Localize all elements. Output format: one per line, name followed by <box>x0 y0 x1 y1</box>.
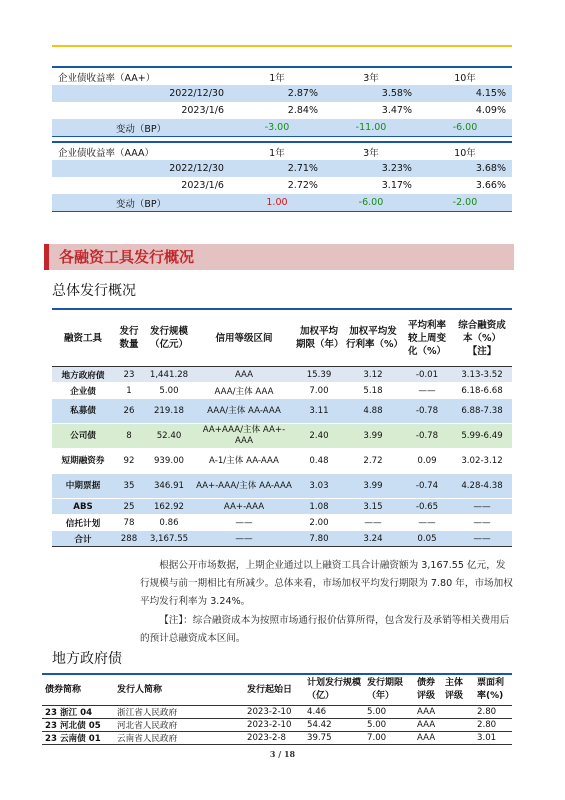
yield-value: 3.58% <box>324 85 418 102</box>
yield-value: 3.47% <box>381 105 412 116</box>
yield-table-aaa <box>52 141 512 212</box>
table-cell: 公司债 <box>52 424 114 449</box>
table-row <box>42 706 512 719</box>
table-cell: A-1/主体 AA-AAA <box>194 449 294 474</box>
table-cell: -0.74 <box>402 474 452 499</box>
yield-date: 2022/12/30 <box>52 85 230 102</box>
table-cell: 5.00 <box>364 706 414 719</box>
table-cell: AAA/主体 AA-AAA <box>194 399 294 424</box>
yield-date: 2022/12/30 <box>52 160 230 177</box>
table-row <box>52 474 512 499</box>
table-cell: 1,441.28 <box>144 367 194 383</box>
table-cell: 52.40 <box>144 424 194 449</box>
table-cell: —— <box>402 515 452 531</box>
table-cell: 219.18 <box>144 399 194 424</box>
yield-value: 3.23% <box>324 160 418 177</box>
table-cell: —— <box>452 499 512 515</box>
table-cell: 1 <box>114 383 144 399</box>
table-cell: 2023-2-8 <box>244 732 304 745</box>
table-cell: 4.28-4.38 <box>452 474 512 499</box>
yield-change-value: 1.00 <box>230 194 324 212</box>
table-cell: 23 云南债 01 <box>42 732 114 745</box>
table-cell: 2.80 <box>474 706 512 719</box>
table-cell: —— <box>402 383 452 399</box>
table-cell: ABS <box>52 499 114 515</box>
table-cell: 3,167.55 <box>144 531 194 547</box>
column-header: 加权平均期限（年） <box>294 309 344 367</box>
table-row <box>52 515 512 531</box>
table-cell: 2023-2-10 <box>244 719 304 732</box>
summary-paragraph: 根据公开市场数据，上期企业通过以上融资工具合计融资额为 3,167.55 亿元，发行规模与前一期相比有所减少。总体来看，市场加权平均发行期限为 7.80 年，市场加权平均发行利率为 3.24%。 <box>140 560 513 607</box>
table-cell: 0.05 <box>402 531 452 547</box>
bond-table <box>42 673 512 745</box>
table-cell: 3.11 <box>294 399 344 424</box>
table-cell: 3.02-3.12 <box>452 449 512 474</box>
table-cell: 0.86 <box>144 515 194 531</box>
table-cell: -0.78 <box>402 424 452 449</box>
yield-value: 3.66% <box>475 180 506 191</box>
table-cell: 7.80 <box>294 531 344 547</box>
table-cell: 939.00 <box>144 449 194 474</box>
table-cell: 信托计划 <box>52 515 114 531</box>
table-cell: 346.91 <box>144 474 194 499</box>
table-cell: 2.00 <box>294 515 344 531</box>
table-cell: 6.88-7.38 <box>452 399 512 424</box>
page-number: 3 / 18 <box>269 749 296 759</box>
table-cell: -0.65 <box>402 499 452 515</box>
table-cell: —— <box>452 515 512 531</box>
table-cell: 288 <box>114 531 144 547</box>
column-header: 发行规模（亿元） <box>144 309 194 367</box>
table-cell: 3.24 <box>344 531 402 547</box>
table-cell <box>442 719 474 732</box>
column-header: 信用等级区间 <box>194 309 294 367</box>
local-gov-title: 地方政府债 <box>52 651 122 667</box>
table-cell: 0.09 <box>402 449 452 474</box>
column-header: 发行期限（年） <box>364 674 414 706</box>
column-header: 平均利率较上周变化（%） <box>402 309 452 367</box>
yield-date: 2023/1/6 <box>181 105 224 116</box>
column-header: 计划发行规模（亿） <box>304 674 364 706</box>
table-cell: 15.39 <box>294 367 344 383</box>
column-header: 主体评级 <box>442 674 474 706</box>
yield-value: 4.09% <box>475 105 506 116</box>
yield-header-1y: 1年 <box>230 142 324 160</box>
top-rule <box>52 45 512 47</box>
table-cell: 合计 <box>52 531 114 547</box>
table-cell: 5.99-6.49 <box>452 424 512 449</box>
yield-header-3y: 3年 <box>324 67 418 85</box>
column-header: 融资工具 <box>52 309 114 367</box>
yield-change-value: -3.00 <box>230 119 324 137</box>
table-cell: AAA <box>414 719 442 732</box>
table-cell: 35 <box>114 474 144 499</box>
table-cell: AA+-AAA <box>194 499 294 515</box>
table-cell: AAA <box>414 706 442 719</box>
table-cell: 5.18 <box>344 383 402 399</box>
table-cell: 浙江省人民政府 <box>114 706 244 719</box>
table-cell: —— <box>194 515 294 531</box>
table-row <box>52 367 512 383</box>
table-cell: —— <box>452 531 512 547</box>
table-row <box>52 531 512 547</box>
table-row <box>52 383 512 399</box>
yield-change-label: 变动（BP） <box>52 194 230 212</box>
table-cell: 0.48 <box>294 449 344 474</box>
yield-value: 4.15% <box>418 85 512 102</box>
table-cell: 4.88 <box>344 399 402 424</box>
table-cell: 7.00 <box>364 732 414 745</box>
table-cell: AA+AAA/主体 AA+-AAA <box>194 424 294 449</box>
column-header: 加权平均发行利率（%） <box>344 309 402 367</box>
table-cell: 23 河北债 05 <box>42 719 114 732</box>
table-row <box>52 399 512 424</box>
yield-change-value: -11.00 <box>324 119 418 137</box>
table-row <box>52 499 512 515</box>
yield-change-label: 变动（BP） <box>52 119 230 137</box>
yield-value: 3.68% <box>418 160 512 177</box>
yield-value: 2.72% <box>287 180 318 191</box>
table-cell: 2.40 <box>294 424 344 449</box>
issuance-table <box>52 308 512 547</box>
table-cell: 3.99 <box>344 474 402 499</box>
yield-header-10y: 10年 <box>418 67 512 85</box>
column-header: 发行起始日 <box>244 674 304 706</box>
table-cell: 地方政府债 <box>52 367 114 383</box>
table-cell: 23 <box>114 367 144 383</box>
yield-date: 2023/1/6 <box>181 180 224 191</box>
table-cell: 3.12 <box>344 367 402 383</box>
table-cell: 私募债 <box>52 399 114 424</box>
section-banner: 各融资工具发行概况 <box>44 244 514 270</box>
table-cell: 6.18-6.68 <box>452 383 512 399</box>
yield-header-label: 企业债收益率（AAA） <box>52 142 230 160</box>
table-cell: 短期融资券 <box>52 449 114 474</box>
table-row <box>42 719 512 732</box>
yield-header-label: 企业债收益率（AA+） <box>52 67 230 85</box>
table-cell: 2.80 <box>474 719 512 732</box>
table-cell: 3.03 <box>294 474 344 499</box>
table-cell: 162.92 <box>144 499 194 515</box>
yield-table-aa-plus <box>52 66 512 137</box>
table-cell: 1.08 <box>294 499 344 515</box>
table-cell: 3.13-3.52 <box>452 367 512 383</box>
overview-title: 总体发行概况 <box>52 283 136 299</box>
table-row <box>42 732 512 745</box>
table-cell: AA+-AAA/主体 AA-AAA <box>194 474 294 499</box>
yield-value: 2.71% <box>230 160 324 177</box>
table-cell: 7.00 <box>294 383 344 399</box>
table-cell: 8 <box>114 424 144 449</box>
column-header: 综合融资成本（%）【注】 <box>452 309 512 367</box>
cost-note: 【注】：综合融资成本为按照市场通行报价估算所得，包含发行及承销等相关费用后的预计总融资成本区间。 <box>140 615 510 644</box>
table-cell: 3.15 <box>344 499 402 515</box>
table-cell: 4.46 <box>304 706 364 719</box>
column-header: 债券简称 <box>42 674 114 706</box>
table-cell: 2.72 <box>344 449 402 474</box>
table-cell: AAA <box>414 732 442 745</box>
table-cell: —— <box>344 515 402 531</box>
yield-change-value: -2.00 <box>418 194 512 212</box>
table-cell <box>442 732 474 745</box>
yield-header-1y: 1年 <box>230 67 324 85</box>
yield-header-3y: 3年 <box>324 142 418 160</box>
table-row <box>52 424 512 449</box>
yield-value: 2.87% <box>230 85 324 102</box>
table-cell: 中期票据 <box>52 474 114 499</box>
table-cell: 92 <box>114 449 144 474</box>
table-cell: 企业债 <box>52 383 114 399</box>
table-cell: 26 <box>114 399 144 424</box>
yield-value: 3.17% <box>381 180 412 191</box>
yield-value: 2.84% <box>287 105 318 116</box>
table-cell: 78 <box>114 515 144 531</box>
table-cell: 河北省人民政府 <box>114 719 244 732</box>
yield-header-10y: 10年 <box>418 142 512 160</box>
table-cell: AAA/主体 AAA <box>194 383 294 399</box>
column-header: 票面利率(%) <box>474 674 512 706</box>
table-cell: 3.01 <box>474 732 512 745</box>
table-cell: 3.99 <box>344 424 402 449</box>
table-cell: 2023-2-10 <box>244 706 304 719</box>
table-cell: 39.75 <box>304 732 364 745</box>
yield-change-value: -6.00 <box>324 194 418 212</box>
table-cell: -0.78 <box>402 399 452 424</box>
table-cell: AAA <box>194 367 294 383</box>
table-cell: 23 浙江 04 <box>42 706 114 719</box>
table-cell: —— <box>194 531 294 547</box>
table-cell: 5.00 <box>364 719 414 732</box>
table-cell: 5.00 <box>144 383 194 399</box>
table-cell: 25 <box>114 499 144 515</box>
table-cell: -0.01 <box>402 367 452 383</box>
column-header: 债券评级 <box>414 674 442 706</box>
yield-change-value: -6.00 <box>418 119 512 137</box>
column-header: 发行数量 <box>114 309 144 367</box>
table-cell: 54.42 <box>304 719 364 732</box>
table-cell: 云南省人民政府 <box>114 732 244 745</box>
column-header: 发行人简称 <box>114 674 244 706</box>
table-row <box>52 449 512 474</box>
table-cell <box>442 706 474 719</box>
